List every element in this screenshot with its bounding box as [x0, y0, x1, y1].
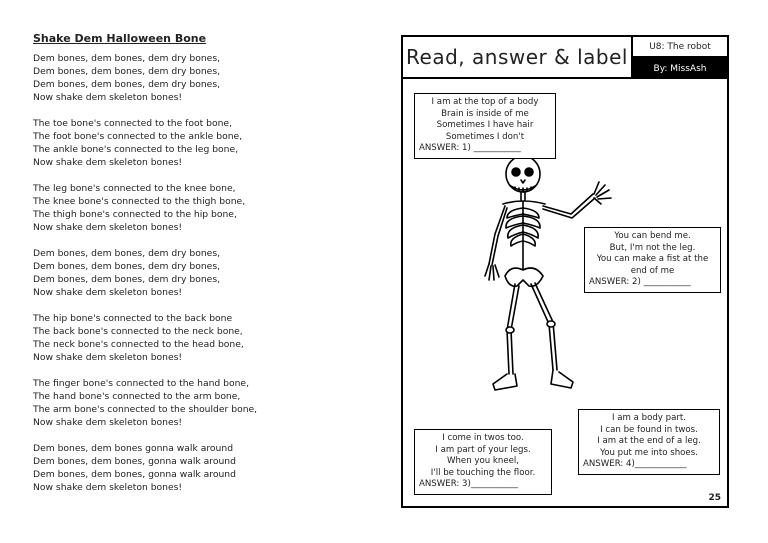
lyric-line: Dem bones, dem bones, gonna walk around [33, 456, 236, 467]
lyric-line: Dem bones, dem bones, dem dry bones, [33, 274, 221, 285]
clue-line: I am at the end of a leg. [597, 436, 701, 447]
clue-line: You can bend me. [614, 231, 691, 241]
lyric-line: Now shake dem skeleton bones! [33, 482, 183, 493]
lyric-line: Dem bones, dem bones, dem dry bones, [33, 248, 221, 259]
clue-line: Sometimes I have hair [436, 120, 534, 131]
clue-line: When you kneel, [446, 456, 520, 467]
stanza [33, 117, 363, 169]
clue-line: But, I'm not the leg. [609, 242, 696, 253]
lyric-line: The knee bone's connected to the thigh bone, [33, 196, 246, 207]
lyric-line: Dem bones, dem bones, dem dry bones, [33, 79, 221, 90]
worksheet-panel [401, 35, 729, 508]
lyric-line: Now shake dem skeleton bones! [33, 287, 183, 298]
stanza [33, 182, 363, 234]
lyric-line: Now shake dem skeleton bones! [33, 222, 183, 233]
stanza [33, 377, 363, 429]
clue-box-2 [584, 227, 721, 293]
page-number: 25 [708, 493, 721, 503]
answer-blank-4[interactable]: ANSWER: 4)____________ [583, 459, 687, 470]
lyric-line: Dem bones, dem bones, dem dry bones, [33, 53, 221, 64]
clue-line: end of me [630, 265, 675, 276]
lyric-line: Now shake dem skeleton bones! [33, 92, 183, 103]
song-lyrics [33, 32, 363, 507]
lyric-line: The hand bone's connected to the arm bone, [33, 391, 241, 402]
lyric-line: The leg bone's connected to the knee bone, [33, 183, 236, 194]
lyric-line: The finger bone's connected to the hand bone, [33, 378, 250, 389]
lyric-line: The foot bone's connected to the ankle bone, [33, 131, 243, 142]
unit-label: U8: The robot [633, 37, 727, 58]
answer-blank-2[interactable]: ANSWER: 2) ___________ [589, 277, 691, 288]
clue-line: Sometimes I don't [445, 131, 525, 142]
lyric-line: The toe bone's connected to the foot bone, [33, 118, 232, 129]
clue-line: I'll be touching the floor. [430, 467, 536, 478]
clue-box-4 [578, 409, 720, 475]
lyric-line: Dem bones, dem bones, dem dry bones, [33, 261, 221, 272]
clue-line: I am at the top of a body [431, 97, 539, 107]
lyric-line: Now shake dem skeleton bones! [33, 157, 183, 168]
lyric-line: Dem bones, dem bones, gonna walk around [33, 469, 236, 480]
clue-line: I can be found in twos. [600, 424, 698, 435]
clue-line: I am a body part. [612, 413, 686, 423]
worksheet-title: Read, answer & label [403, 37, 633, 79]
stanza [33, 312, 363, 364]
clue-line: You can make a fist at the [596, 254, 709, 265]
answer-blank-1[interactable]: ANSWER: 1) ___________ [419, 143, 521, 154]
song-title: Shake Dem Halloween Bone [33, 32, 207, 45]
stanza [33, 442, 363, 494]
lyric-line: The neck bone's connected to the head bone, [33, 339, 244, 350]
lyric-line: The arm bone's connected to the shoulder bone, [33, 404, 258, 415]
clue-line: Brain is inside of me [441, 108, 529, 119]
lyric-line: Now shake dem skeleton bones! [33, 417, 183, 428]
clue-line: I am part of your legs. [435, 444, 531, 455]
clue-box-1 [414, 93, 556, 159]
stanza [33, 247, 363, 299]
clue-box-3 [414, 429, 552, 495]
lyric-line: The thigh bone's connected to the hip bone, [33, 209, 237, 220]
clue-line: I come in twos too. [442, 433, 524, 443]
author-label: By: MissAsh [633, 58, 727, 79]
lyric-line: The back bone's connected to the neck bone, [33, 326, 243, 337]
lyric-line: The hip bone's connected to the back bone [33, 313, 233, 324]
lyric-line: Dem bones, dem bones gonna walk around [33, 443, 234, 454]
lyric-line: Now shake dem skeleton bones! [33, 352, 183, 363]
lyric-line: The ankle bone's connected to the leg bone, [33, 144, 239, 155]
lyric-line: Dem bones, dem bones, dem dry bones, [33, 66, 221, 77]
stanza [33, 52, 363, 104]
answer-blank-3[interactable]: ANSWER: 3)___________ [419, 479, 519, 490]
clue-line: You put me into shoes. [600, 447, 698, 458]
